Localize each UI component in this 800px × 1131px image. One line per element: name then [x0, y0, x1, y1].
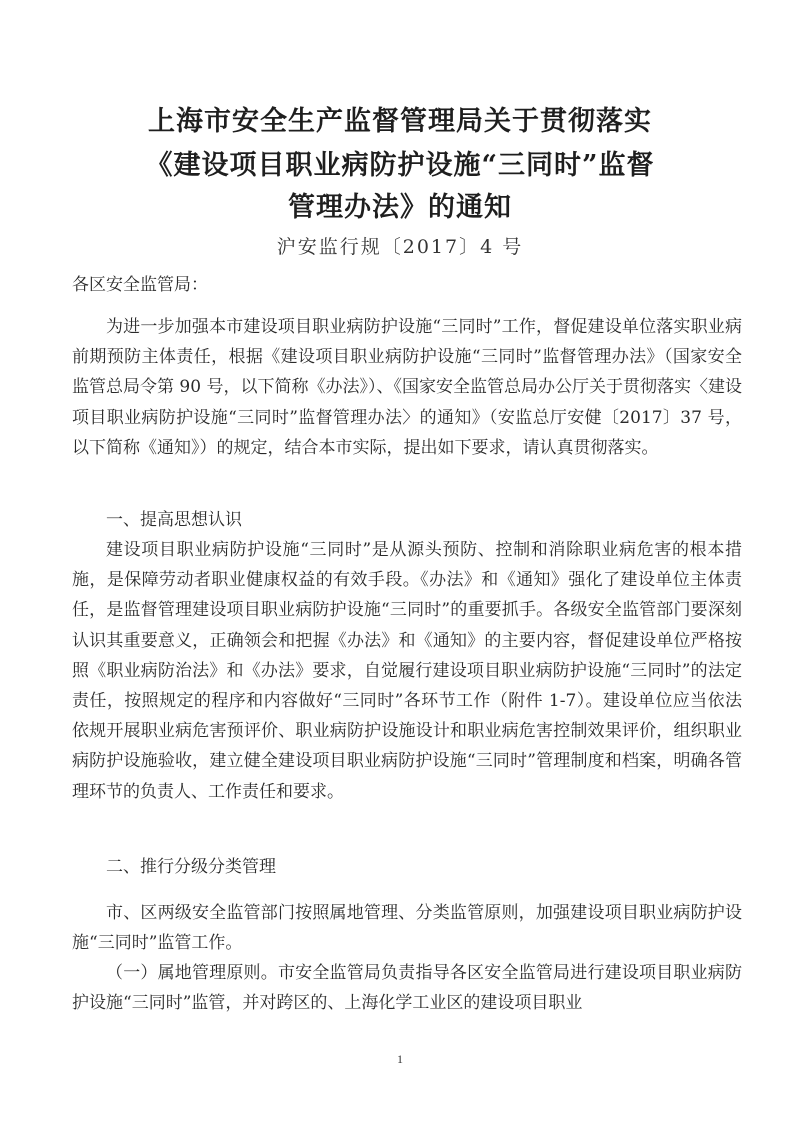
- page-number: 1: [397, 1052, 403, 1066]
- section-2-heading: 二、推行分级分类管理: [106, 857, 276, 877]
- section-1-heading: 一、提高思想认识: [106, 510, 242, 530]
- section-1-paragraph: 建设项目职业病防护设施“三同时”是从源头预防、控制和消除职业病危害的根本措施，是保障劳动者职业健康权益的有效手段。《办法》和《通知》强化了建设单位主体责任，是监督管理建设项目职业病防护设施“三同时”的重要抓手。各级安全监管部门要深刻认识其重要意义，正确领会和把握《办法》和《通知》的主要内容，督促建设单位严格按照《职业病防治法》和《办法》要求，自觉履行建设项目职业病防护设施“三同时”的法定责任，按照规定的程序和内容做好“三同时”各环节工作（附件 1-7）。建设单位应当依法依规开展职业病危害预评价、职业病防护设施设计和职业病危害控制效果评价，组织职业病防护设施验收，建立健全建设项目职业病防护设施“三同时”管理制度和档案，明确各管理环节的负责人、工作责任和要求。: [72, 540, 742, 802]
- salutation: 各区安全监管局：: [72, 275, 208, 295]
- document-title-line-2: 《建设项目职业病防护设施“三同时”监督: [145, 150, 655, 181]
- section-2-item-1: （一）属地管理原则。市安全监管局负责指导各区安全监管局进行建设项目职业病防护设施“三同时”监管，并对跨区的、上海化学工业区的建设项目职业: [72, 963, 742, 1014]
- document-number: 沪安监行规〔2017〕4 号: [276, 236, 524, 258]
- section-2-paragraph: 市、区两级安全监管部门按照属地管理、分类监管原则，加强建设项目职业病防护设施“三同时”监管工作。: [72, 903, 742, 954]
- intro-paragraph: 为进一步加强本市建设项目职业病防护设施“三同时”工作，督促建设单位落实职业病前期预防主体责任，根据《建设项目职业病防护设施“三同时”监督管理办法》（国家安全监管总局令第 90 号，以下简称《办法》）、《国家安全监管总局办公厅关于贯彻落实〈建设项目职业病防护设施“三同时”监督管理办法〉的通知》（安监总厅安健〔2017〕37 号，以下简称《通知》）的规定，结合本市实际，提出如下要求，请认真贯彻落实。: [72, 317, 742, 458]
- document-title-line-1: 上海市安全生产监督管理局关于贯彻落实: [148, 106, 652, 137]
- document-title-line-3: 管理办法》的通知: [288, 192, 512, 223]
